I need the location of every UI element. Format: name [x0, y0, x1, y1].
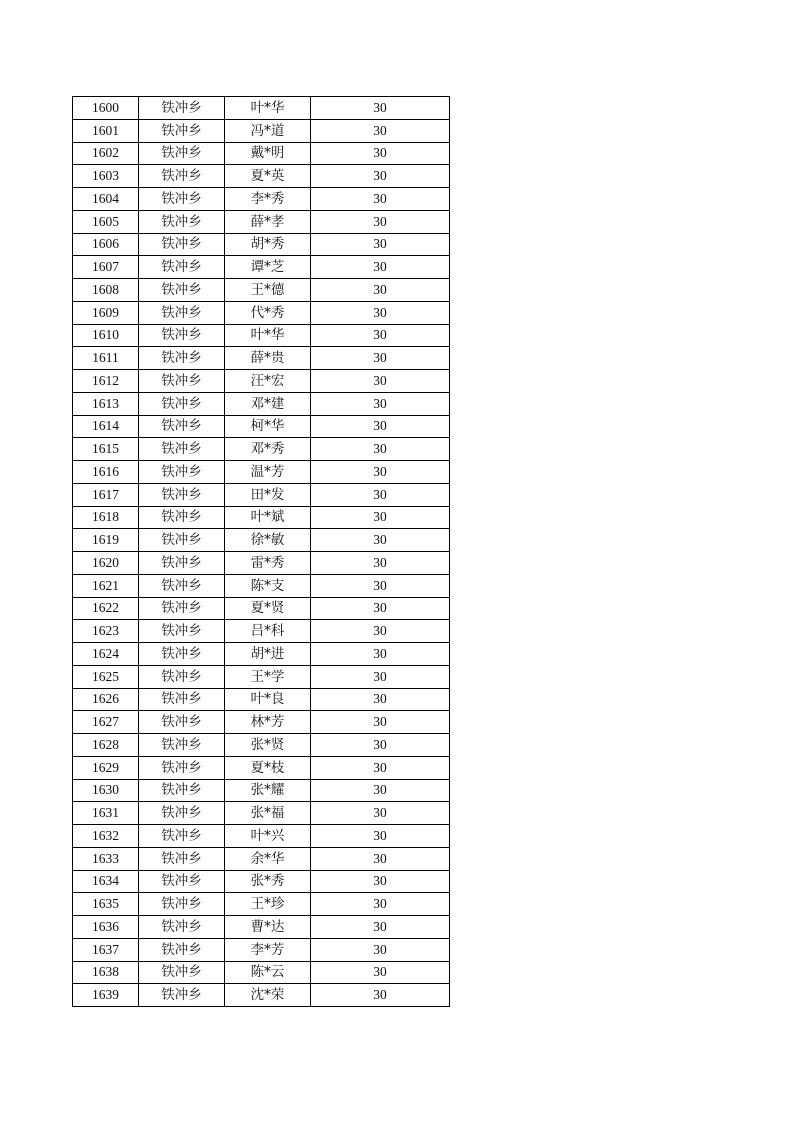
cell-no: 1615	[73, 438, 139, 461]
cell-no: 1629	[73, 756, 139, 779]
table-body	[73, 97, 450, 1007]
cell-no: 1626	[73, 688, 139, 711]
cell-no: 1633	[73, 847, 139, 870]
cell-no: 1619	[73, 529, 139, 552]
cell-no: 1613	[73, 392, 139, 415]
cell-amount: 30	[311, 916, 450, 939]
cell-name: 薛*贵	[225, 347, 311, 370]
table-row	[73, 711, 450, 734]
cell-name: 王*学	[225, 665, 311, 688]
table-row	[73, 483, 450, 506]
cell-name: 曹*达	[225, 916, 311, 939]
cell-town: 铁冲乡	[139, 779, 225, 802]
cell-town: 铁冲乡	[139, 256, 225, 279]
cell-no: 1637	[73, 938, 139, 961]
cell-amount: 30	[311, 984, 450, 1007]
cell-town: 铁冲乡	[139, 392, 225, 415]
cell-amount: 30	[311, 961, 450, 984]
cell-amount: 30	[311, 301, 450, 324]
table-row	[73, 97, 450, 120]
table-row	[73, 142, 450, 165]
cell-name: 汪*宏	[225, 370, 311, 393]
cell-town: 铁冲乡	[139, 916, 225, 939]
cell-town: 铁冲乡	[139, 301, 225, 324]
cell-town: 铁冲乡	[139, 961, 225, 984]
cell-name: 王*珍	[225, 893, 311, 916]
cell-amount: 30	[311, 188, 450, 211]
table-row	[73, 620, 450, 643]
cell-town: 铁冲乡	[139, 415, 225, 438]
cell-name: 田*发	[225, 483, 311, 506]
cell-name: 夏*枝	[225, 756, 311, 779]
cell-no: 1617	[73, 483, 139, 506]
cell-no: 1616	[73, 461, 139, 484]
cell-no: 1612	[73, 370, 139, 393]
cell-amount: 30	[311, 506, 450, 529]
cell-amount: 30	[311, 825, 450, 848]
cell-town: 铁冲乡	[139, 825, 225, 848]
table-row	[73, 256, 450, 279]
cell-name: 雷*秀	[225, 552, 311, 575]
cell-town: 铁冲乡	[139, 711, 225, 734]
table-row	[73, 347, 450, 370]
table-row	[73, 233, 450, 256]
cell-name: 邓*建	[225, 392, 311, 415]
cell-town: 铁冲乡	[139, 97, 225, 120]
table-row	[73, 188, 450, 211]
table-row	[73, 529, 450, 552]
cell-name: 张*秀	[225, 870, 311, 893]
cell-name: 陈*云	[225, 961, 311, 984]
cell-no: 1607	[73, 256, 139, 279]
cell-name: 叶*兴	[225, 825, 311, 848]
table-row	[73, 438, 450, 461]
cell-name: 李*秀	[225, 188, 311, 211]
cell-no: 1606	[73, 233, 139, 256]
cell-amount: 30	[311, 938, 450, 961]
cell-town: 铁冲乡	[139, 893, 225, 916]
table-row	[73, 847, 450, 870]
cell-no: 1621	[73, 574, 139, 597]
cell-town: 铁冲乡	[139, 643, 225, 666]
table-row	[73, 119, 450, 142]
cell-amount: 30	[311, 438, 450, 461]
table-row	[73, 984, 450, 1007]
table-row	[73, 961, 450, 984]
cell-amount: 30	[311, 529, 450, 552]
cell-town: 铁冲乡	[139, 370, 225, 393]
cell-no: 1610	[73, 324, 139, 347]
cell-no: 1625	[73, 665, 139, 688]
table-row	[73, 802, 450, 825]
cell-amount: 30	[311, 802, 450, 825]
cell-no: 1601	[73, 119, 139, 142]
cell-amount: 30	[311, 415, 450, 438]
table-row	[73, 597, 450, 620]
cell-amount: 30	[311, 574, 450, 597]
cell-town: 铁冲乡	[139, 483, 225, 506]
cell-amount: 30	[311, 165, 450, 188]
cell-no: 1636	[73, 916, 139, 939]
table-row	[73, 779, 450, 802]
cell-amount: 30	[311, 324, 450, 347]
cell-town: 铁冲乡	[139, 188, 225, 211]
data-sheet	[72, 96, 450, 1007]
table-row	[73, 688, 450, 711]
cell-amount: 30	[311, 97, 450, 120]
cell-name: 王*德	[225, 279, 311, 302]
cell-amount: 30	[311, 688, 450, 711]
cell-no: 1620	[73, 552, 139, 575]
cell-no: 1635	[73, 893, 139, 916]
cell-town: 铁冲乡	[139, 984, 225, 1007]
cell-no: 1632	[73, 825, 139, 848]
cell-no: 1604	[73, 188, 139, 211]
cell-town: 铁冲乡	[139, 324, 225, 347]
cell-name: 沈*荣	[225, 984, 311, 1007]
cell-name: 徐*敏	[225, 529, 311, 552]
cell-no: 1600	[73, 97, 139, 120]
cell-town: 铁冲乡	[139, 119, 225, 142]
cell-name: 夏*贤	[225, 597, 311, 620]
table-row	[73, 756, 450, 779]
cell-amount: 30	[311, 142, 450, 165]
table-row	[73, 324, 450, 347]
cell-no: 1622	[73, 597, 139, 620]
cell-name: 张*福	[225, 802, 311, 825]
cell-name: 余*华	[225, 847, 311, 870]
table-row	[73, 938, 450, 961]
table-row	[73, 210, 450, 233]
cell-name: 叶*华	[225, 324, 311, 347]
cell-no: 1614	[73, 415, 139, 438]
cell-amount: 30	[311, 597, 450, 620]
cell-town: 铁冲乡	[139, 665, 225, 688]
table-row	[73, 370, 450, 393]
cell-amount: 30	[311, 643, 450, 666]
table-row	[73, 825, 450, 848]
cell-town: 铁冲乡	[139, 279, 225, 302]
cell-no: 1627	[73, 711, 139, 734]
table-row	[73, 734, 450, 757]
cell-name: 叶*良	[225, 688, 311, 711]
cell-town: 铁冲乡	[139, 574, 225, 597]
cell-name: 邓*秀	[225, 438, 311, 461]
cell-amount: 30	[311, 119, 450, 142]
cell-no: 1639	[73, 984, 139, 1007]
cell-amount: 30	[311, 620, 450, 643]
table-row	[73, 552, 450, 575]
cell-name: 李*芳	[225, 938, 311, 961]
cell-town: 铁冲乡	[139, 165, 225, 188]
cell-name: 陈*支	[225, 574, 311, 597]
cell-name: 张*耀	[225, 779, 311, 802]
cell-no: 1628	[73, 734, 139, 757]
cell-town: 铁冲乡	[139, 142, 225, 165]
cell-town: 铁冲乡	[139, 597, 225, 620]
cell-no: 1630	[73, 779, 139, 802]
cell-amount: 30	[311, 370, 450, 393]
cell-name: 柯*华	[225, 415, 311, 438]
cell-town: 铁冲乡	[139, 529, 225, 552]
cell-no: 1602	[73, 142, 139, 165]
table-row	[73, 893, 450, 916]
cell-town: 铁冲乡	[139, 461, 225, 484]
cell-amount: 30	[311, 847, 450, 870]
cell-no: 1609	[73, 301, 139, 324]
table-row	[73, 279, 450, 302]
cell-name: 吕*科	[225, 620, 311, 643]
cell-town: 铁冲乡	[139, 233, 225, 256]
cell-name: 代*秀	[225, 301, 311, 324]
cell-no: 1603	[73, 165, 139, 188]
cell-town: 铁冲乡	[139, 438, 225, 461]
cell-no: 1624	[73, 643, 139, 666]
cell-name: 胡*进	[225, 643, 311, 666]
cell-no: 1608	[73, 279, 139, 302]
cell-amount: 30	[311, 279, 450, 302]
cell-amount: 30	[311, 483, 450, 506]
table-row	[73, 643, 450, 666]
cell-amount: 30	[311, 256, 450, 279]
cell-town: 铁冲乡	[139, 620, 225, 643]
cell-amount: 30	[311, 233, 450, 256]
table-row	[73, 506, 450, 529]
cell-town: 铁冲乡	[139, 688, 225, 711]
cell-town: 铁冲乡	[139, 734, 225, 757]
data-table	[72, 96, 450, 1007]
cell-name: 林*芳	[225, 711, 311, 734]
cell-name: 冯*道	[225, 119, 311, 142]
cell-name: 叶*斌	[225, 506, 311, 529]
cell-amount: 30	[311, 392, 450, 415]
cell-amount: 30	[311, 893, 450, 916]
cell-name: 夏*英	[225, 165, 311, 188]
cell-town: 铁冲乡	[139, 802, 225, 825]
cell-name: 薛*孝	[225, 210, 311, 233]
cell-amount: 30	[311, 734, 450, 757]
table-row	[73, 574, 450, 597]
cell-town: 铁冲乡	[139, 870, 225, 893]
table-row	[73, 301, 450, 324]
cell-no: 1634	[73, 870, 139, 893]
cell-name: 胡*秀	[225, 233, 311, 256]
cell-town: 铁冲乡	[139, 938, 225, 961]
cell-amount: 30	[311, 756, 450, 779]
cell-amount: 30	[311, 870, 450, 893]
cell-no: 1631	[73, 802, 139, 825]
cell-amount: 30	[311, 711, 450, 734]
cell-name: 谭*芝	[225, 256, 311, 279]
cell-no: 1618	[73, 506, 139, 529]
cell-no: 1605	[73, 210, 139, 233]
table-row	[73, 461, 450, 484]
cell-town: 铁冲乡	[139, 552, 225, 575]
cell-name: 戴*明	[225, 142, 311, 165]
cell-town: 铁冲乡	[139, 347, 225, 370]
table-row	[73, 665, 450, 688]
table-row	[73, 392, 450, 415]
cell-town: 铁冲乡	[139, 847, 225, 870]
cell-town: 铁冲乡	[139, 506, 225, 529]
cell-no: 1623	[73, 620, 139, 643]
table-row	[73, 870, 450, 893]
table-row	[73, 916, 450, 939]
cell-amount: 30	[311, 552, 450, 575]
cell-name: 叶*华	[225, 97, 311, 120]
table-row	[73, 165, 450, 188]
cell-no: 1611	[73, 347, 139, 370]
cell-no: 1638	[73, 961, 139, 984]
cell-amount: 30	[311, 210, 450, 233]
cell-town: 铁冲乡	[139, 210, 225, 233]
cell-amount: 30	[311, 665, 450, 688]
cell-amount: 30	[311, 779, 450, 802]
cell-amount: 30	[311, 347, 450, 370]
cell-name: 张*贤	[225, 734, 311, 757]
cell-amount: 30	[311, 461, 450, 484]
cell-town: 铁冲乡	[139, 756, 225, 779]
table-row	[73, 415, 450, 438]
cell-name: 温*芳	[225, 461, 311, 484]
